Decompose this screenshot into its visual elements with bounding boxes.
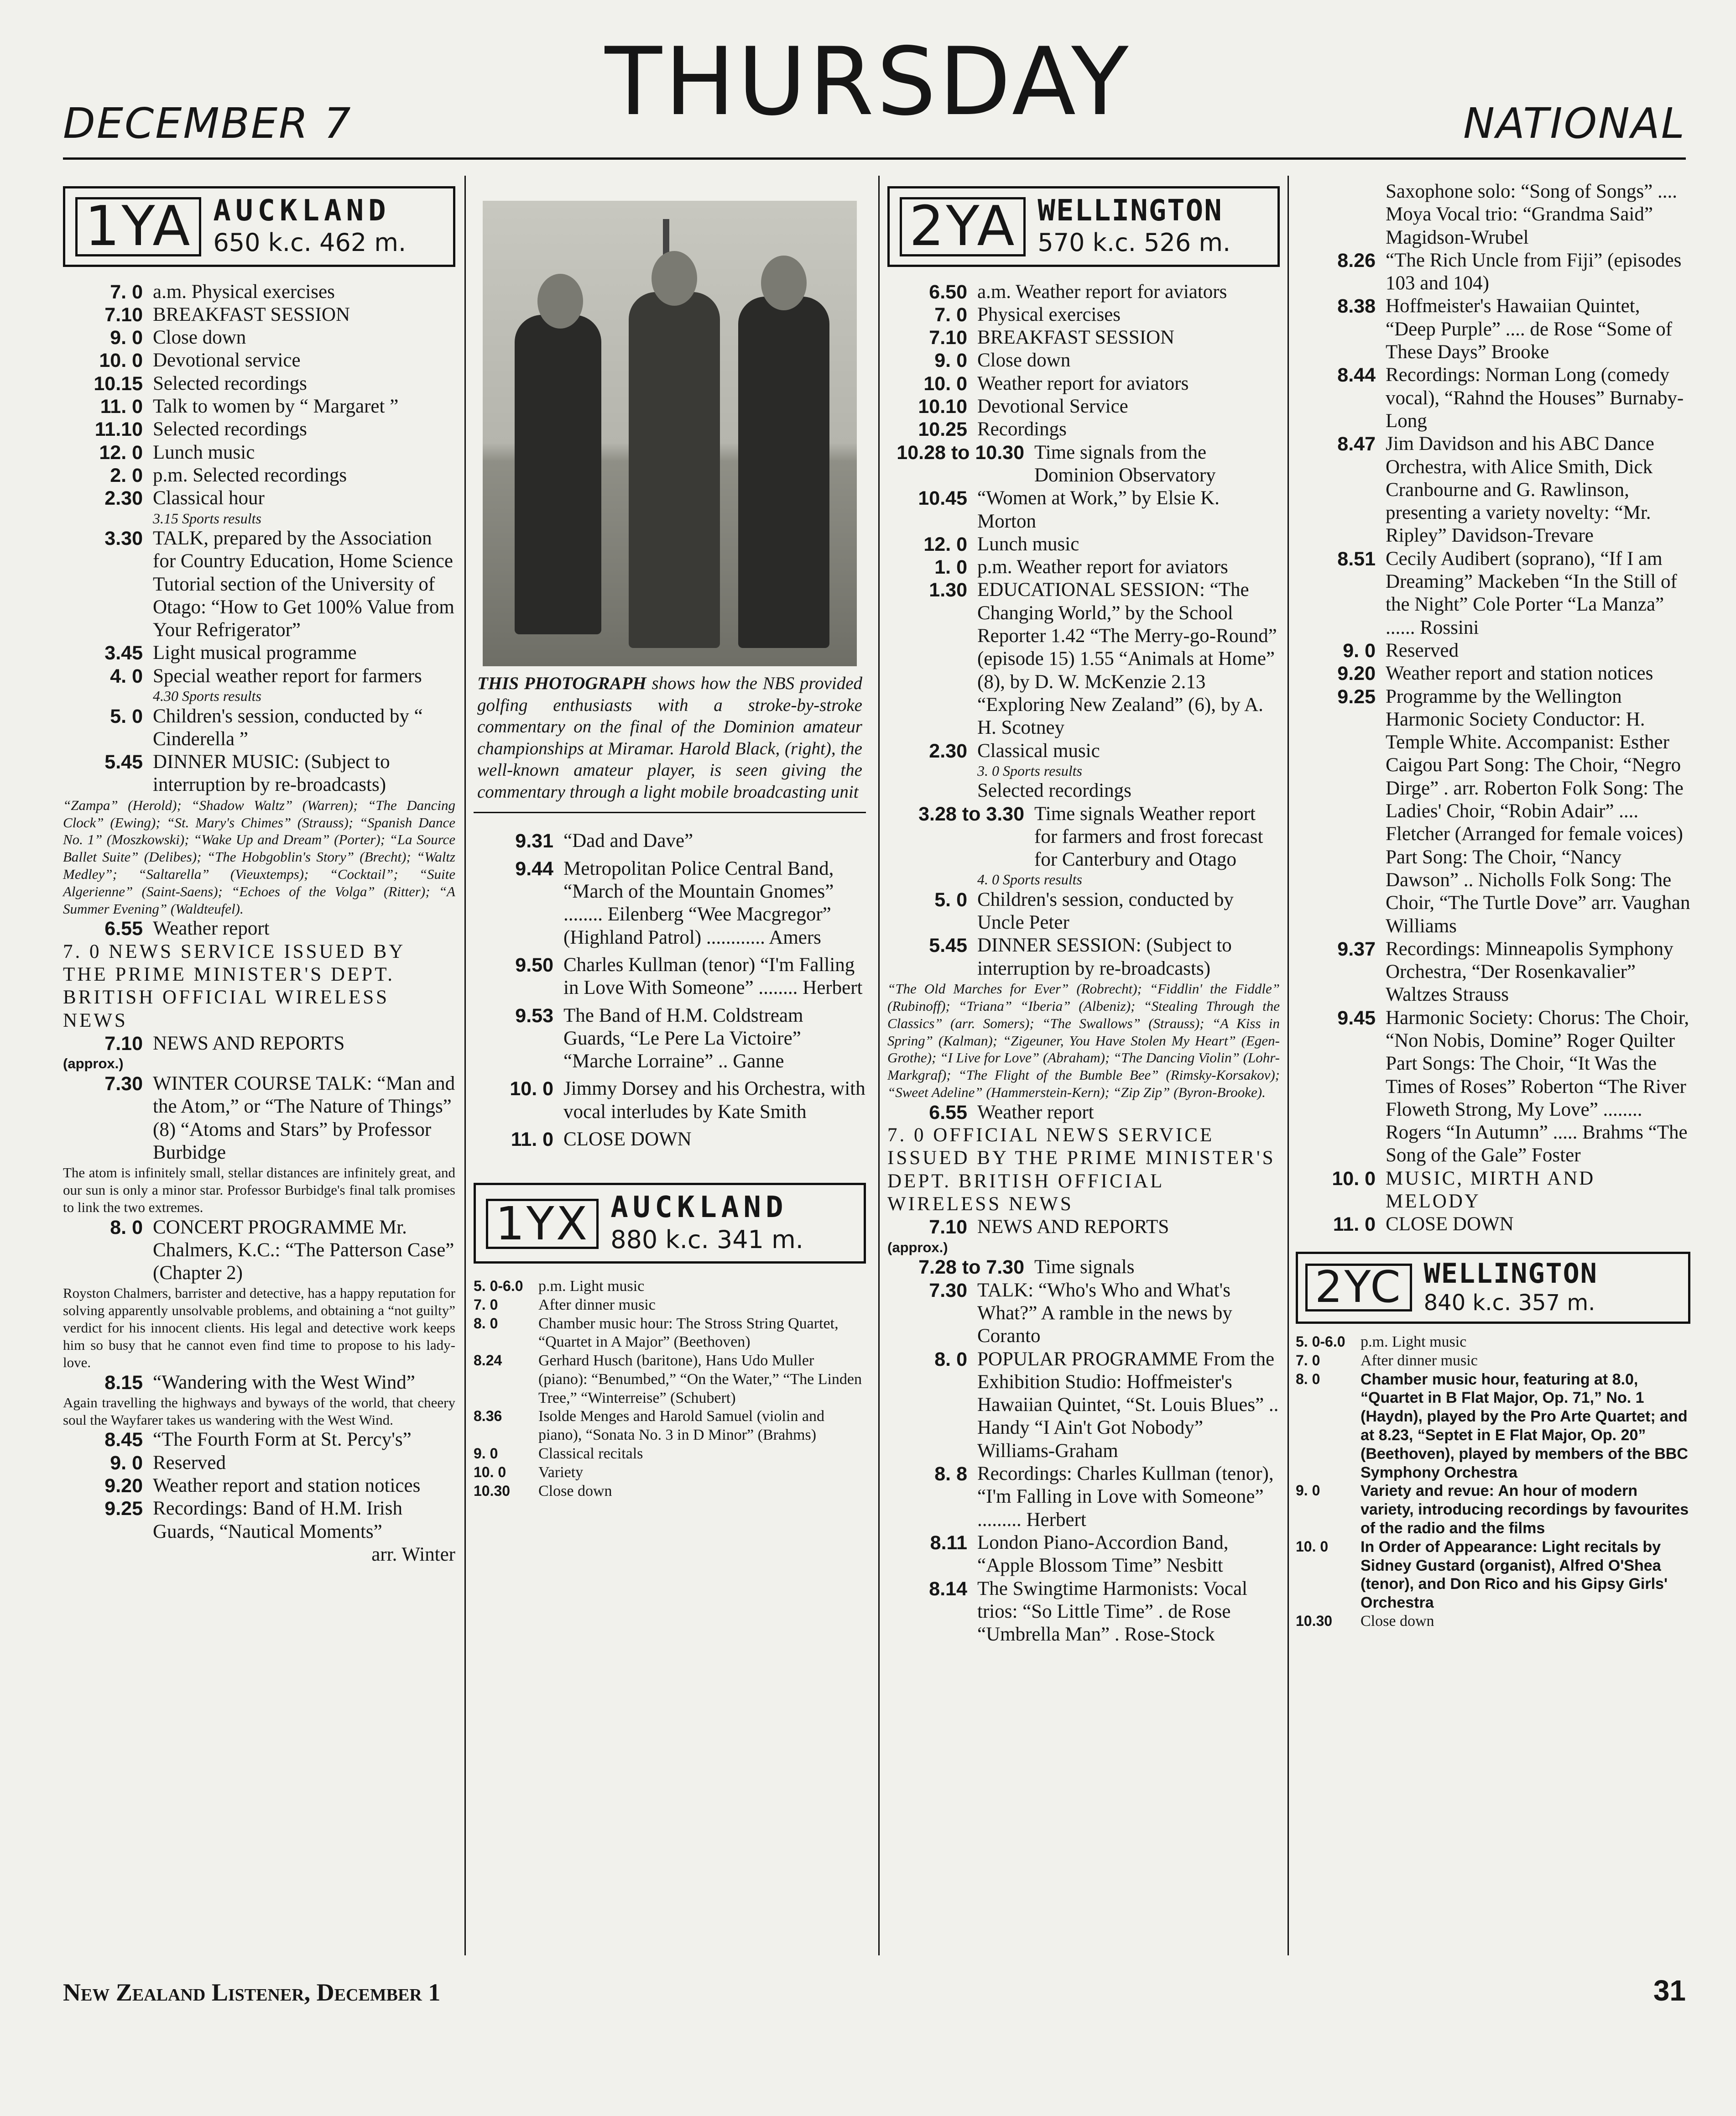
item-text: Recordings bbox=[977, 418, 1067, 440]
list-item bbox=[1296, 1370, 1690, 1482]
photo-caption bbox=[474, 666, 866, 803]
list-item bbox=[63, 487, 455, 510]
item-text: p.m. Light music bbox=[1361, 1333, 1467, 1351]
item-text: CONCERT PROGRAMME Mr. Chalmers, K.C.: “The Patterson Case” (Chapter 2) bbox=[153, 1216, 454, 1284]
item-time: 7. 0 bbox=[934, 303, 967, 326]
list-item bbox=[887, 1348, 1280, 1463]
list-item bbox=[63, 303, 455, 326]
item-text: DINNER SESSION: (Subject to interruption by re-broadcasts) bbox=[977, 935, 1232, 979]
list-item bbox=[887, 556, 1280, 579]
item-text: Physical exercises bbox=[977, 303, 1121, 325]
item-time: 8.45 bbox=[104, 1429, 143, 1451]
header-rule bbox=[63, 157, 1686, 160]
item-text: Variety and revue: An hour of modern variety, introducing recordings by favourites of the radio and the films bbox=[1361, 1482, 1689, 1537]
item-time: 5. 0 bbox=[110, 705, 143, 727]
item-time: 8. 0 bbox=[934, 1348, 967, 1370]
list-item bbox=[63, 395, 455, 418]
item-time: 6.50 bbox=[929, 281, 967, 303]
list-item bbox=[63, 1452, 455, 1474]
item-text: Weather report bbox=[977, 1101, 1094, 1123]
item-text: The Swingtime Harmonists: Vocal trios: “So Little Time” . de Rose “Umbrella Man” . Rose-Stock bbox=[977, 1578, 1248, 1646]
item-text: Weather report and station notices bbox=[1386, 663, 1653, 684]
arranger: arr. Winter bbox=[371, 1543, 455, 1565]
item-time: 9. 0 bbox=[110, 1452, 143, 1474]
item-text: p.m. Weather report for aviators bbox=[977, 556, 1228, 578]
item-text: London Piano-Accordion Band, “Apple Blossom Time” Nesbitt bbox=[977, 1531, 1229, 1577]
list-item bbox=[887, 1463, 1280, 1531]
list-item bbox=[63, 1216, 455, 1285]
list-item bbox=[63, 1032, 455, 1055]
list-item bbox=[63, 349, 455, 372]
item-text: CLOSE DOWN bbox=[1386, 1213, 1514, 1235]
item-text: Weather report for aviators bbox=[977, 372, 1189, 394]
list-item bbox=[887, 1578, 1280, 1646]
item-text: NEWS AND REPORTS bbox=[977, 1216, 1169, 1238]
list-item bbox=[887, 579, 1280, 739]
item-time: 10.25 bbox=[918, 418, 967, 441]
golf-photograph bbox=[483, 201, 857, 666]
list-item bbox=[887, 934, 1280, 980]
item-time: 3.28 to 3.30 bbox=[918, 803, 1024, 825]
station-call-sign: 2YA bbox=[900, 197, 1026, 256]
programme-note: The atom is infinitely small, stellar distances are infinitely great, and our sun is only a minor star. Professor Burbidge's final talk promises to link the two extremes. bbox=[63, 1165, 455, 1215]
station-header-2yc bbox=[1296, 1252, 1690, 1324]
item-time: 9. 0 bbox=[474, 1445, 498, 1462]
item-text: p.m. Selected recordings bbox=[153, 464, 347, 486]
dinner-music-list: “The Old Marches for Ever” (Robrecht); “Fiddlin' the Fiddle” (Rubinoff); “Triana” “Iberia” (Albeniz); “Stealing Through the Classics” (arr. Somers); “The Swallows” (Strauss); “A Kiss in Spring” (Kalman); “Zigeuner, You Have Stolen My Heart” (Egen-Grothe); “I Live for Love” (Abraham); “The Dancing Violin” (Lohr-Markgraf); “The Flight of the Bumble Bee” (Rimsky-Korsakov); “Sweet Adeline” (Hammerstein-Kern); “Zip Zip” (Byron-Brooke). bbox=[887, 981, 1280, 1100]
item-time: 10. 0 bbox=[510, 1078, 553, 1100]
item-time: 1. 0 bbox=[934, 556, 967, 579]
list-item bbox=[1296, 662, 1690, 685]
list-item bbox=[63, 1072, 455, 1164]
item-time: 8. 0 bbox=[1296, 1370, 1320, 1387]
station-frequency: 570 k.c. 526 m. bbox=[1037, 228, 1231, 257]
item-text: Talk to women by “ Margaret ” bbox=[153, 396, 399, 418]
item-time: 9.20 bbox=[1337, 663, 1376, 685]
approx-note: (approx.) bbox=[63, 1055, 124, 1072]
item-text: Recordings: Charles Kullman (tenor), “I'm Falling in Love with Someone” ......... Herbert bbox=[977, 1463, 1274, 1531]
item-time: 9.50 bbox=[515, 954, 553, 976]
item-time: 9. 0 bbox=[1343, 639, 1376, 662]
item-time: 8.51 bbox=[1337, 548, 1376, 570]
list-item bbox=[1296, 180, 1690, 249]
item-text: Weather report and station notices bbox=[153, 1475, 421, 1497]
list-item bbox=[887, 779, 1280, 802]
list-item bbox=[474, 1482, 866, 1501]
item-time: 1.30 bbox=[929, 579, 967, 601]
item-time: 10. 0 bbox=[474, 1463, 506, 1480]
programme-note: Again travelling the highways and byways of the world, that cheery soul the Wayfarer takes us wandering with the West Wind. bbox=[63, 1394, 455, 1428]
item-text: Chamber music hour: The Stross String Quartet, “Quartet in A Major” (Beethoven) bbox=[538, 1315, 839, 1351]
station-frequency: 840 k.c. 357 m. bbox=[1423, 1290, 1595, 1316]
item-text: Isolde Menges and Harold Samuel (violin and piano), “Sonata No. 3 in D Minor” (Brahms) bbox=[538, 1408, 824, 1444]
list-item bbox=[63, 326, 455, 349]
list-item bbox=[63, 1497, 455, 1543]
item-time: 7.10 bbox=[929, 1216, 967, 1238]
item-text: BREAKFAST SESSION bbox=[153, 303, 350, 325]
sports-results: 4.30 Sports results bbox=[153, 688, 261, 705]
schedule-1yx bbox=[474, 1277, 866, 1501]
item-text: Time signals Weather report for farmers and frost forecast for Canterbury and Otago bbox=[1034, 803, 1263, 871]
list-item bbox=[63, 917, 455, 940]
item-text: Recordings: Minneapolis Symphony Orchestra, “Der Rosenkavalier” Waltzes Strauss bbox=[1386, 938, 1673, 1006]
item-time: 7. 0 bbox=[110, 281, 143, 303]
item-time: 8.24 bbox=[474, 1352, 502, 1369]
list-item bbox=[63, 464, 455, 487]
item-time: 9.44 bbox=[515, 857, 553, 880]
item-text: Recordings: Norman Long (comedy vocal), “Rahnd the Houses” Burnaby-Long bbox=[1386, 364, 1684, 432]
item-text: “Wandering with the West Wind” bbox=[153, 1371, 415, 1393]
item-text: Close down bbox=[977, 350, 1071, 371]
list-item bbox=[1296, 639, 1690, 662]
item-time: 8. 0 bbox=[110, 1216, 143, 1238]
item-text: POPULAR PROGRAMME From the Exhibition Studio: Hoffmeister's Hawaiian Quintet, “St. Louis Blues” .. Handy “I Ain't Got Nobody” Williams-Graham bbox=[977, 1348, 1279, 1462]
list-item bbox=[63, 705, 455, 751]
item-text: Jimmy Dorsey and his Orchestra, with vocal interludes by Kate Smith bbox=[563, 1078, 865, 1123]
item-time: 7.30 bbox=[104, 1072, 143, 1095]
item-text: Cecily Audibert (soprano), “If I am Dreaming” Mackeben “In the Still of the Night” Cole Porter “La Manza” ...... Rossini bbox=[1386, 548, 1677, 638]
list-item bbox=[887, 803, 1280, 872]
item-time: 5. 0-6.0 bbox=[1296, 1333, 1345, 1350]
news-service: 7. 0 NEWS SERVICE ISSUED BY THE PRIME MINISTER'S DEPT. BRITISH OFFICIAL WIRELESS NEWS bbox=[63, 940, 405, 1031]
item-time: 10.28 to 10.30 bbox=[897, 441, 1024, 464]
item-time: 8.26 bbox=[1337, 249, 1376, 272]
item-text: Jim Davidson and his ABC Dance Orchestra, with Alice Smith, Dick Cranbourne and G. Rawlinson, presenting a variety novelty: “Mr. Ripley” Davidson-Trevare bbox=[1386, 433, 1654, 547]
item-text: Close down bbox=[1361, 1613, 1434, 1630]
item-time: 11. 0 bbox=[1333, 1213, 1376, 1236]
item-text: Devotional service bbox=[153, 350, 301, 371]
item-time: 4. 0 bbox=[110, 665, 143, 687]
item-time: 8. 8 bbox=[934, 1463, 967, 1485]
list-item bbox=[63, 751, 455, 797]
list-item bbox=[887, 281, 1280, 303]
footer-publication: New Zealand Listener, December 1 bbox=[63, 1979, 441, 2006]
station-city: AUCKLAND bbox=[213, 194, 391, 228]
caption-lead: THIS PHOTOGRAPH bbox=[477, 674, 646, 693]
item-time: 10.30 bbox=[1296, 1613, 1333, 1629]
column-divider bbox=[878, 176, 880, 1955]
item-text: Children's session, conducted by Uncle Peter bbox=[977, 888, 1234, 934]
column-2ya bbox=[887, 169, 1280, 1646]
item-text: WINTER COURSE TALK: “Man and the Atom,” or “The Nature of Things” (8) “Atoms and Stars” by Professor Burbidge bbox=[153, 1072, 455, 1163]
item-time: 8.38 bbox=[1337, 295, 1376, 318]
item-time: 2.30 bbox=[929, 740, 967, 762]
item-time: 3.30 bbox=[104, 527, 143, 549]
item-time: 10. 0 bbox=[1332, 1167, 1376, 1190]
item-text: Weather report bbox=[153, 918, 270, 940]
dinner-music-list: “Zampa” (Herold); “Shadow Waltz” (Warren); “The Dancing Clock” (Ewing); “St. Mary's Chimes” (Strauss); “Spanish Dance No. 1” (Moszkowski); “Wake Up and Dream” (Porter); “La Source Ballet Suite” (Delibes); “The Hobgoblin's Story” (Brecht); “Waltz Medley”; “Saltarella” (Vieuxtemps); “Cocktail”; “Suite Algerienne” (Saint-Saens); “Echoes of the Volga” (Ritter); “A Summer Evening” (Waldteufel). bbox=[63, 797, 455, 917]
sports-results: 3.15 Sports results bbox=[153, 510, 261, 527]
item-text: Devotional Service bbox=[977, 396, 1128, 418]
list-item bbox=[887, 349, 1280, 372]
item-text: “Dad and Dave” bbox=[563, 830, 693, 852]
list-item bbox=[474, 1004, 866, 1073]
divider bbox=[474, 812, 866, 813]
list-item bbox=[1296, 1333, 1690, 1352]
item-time: 8.44 bbox=[1337, 364, 1376, 387]
list-item bbox=[887, 418, 1280, 441]
item-time: 9. 0 bbox=[934, 350, 967, 372]
list-item bbox=[63, 1474, 455, 1497]
list-item bbox=[474, 1315, 866, 1352]
item-time: 12. 0 bbox=[923, 533, 967, 555]
item-text: After dinner music bbox=[1361, 1352, 1478, 1369]
item-text: Close down bbox=[538, 1482, 612, 1499]
list-item bbox=[887, 533, 1280, 556]
list-item bbox=[63, 1371, 455, 1394]
item-text: Lunch music bbox=[977, 533, 1079, 555]
item-text: Classical recitals bbox=[538, 1445, 643, 1463]
item-text: Variety bbox=[538, 1463, 584, 1481]
item-time: 7. 0 bbox=[474, 1296, 498, 1313]
item-text: Hoffmeister's Hawaiian Quintet, “Deep Purple” .... de Rose “Some of These Days” Brooke bbox=[1386, 295, 1673, 363]
item-text: Lunch music bbox=[153, 441, 255, 463]
list-item bbox=[887, 487, 1280, 533]
item-time: 10.45 bbox=[918, 487, 967, 510]
list-item bbox=[887, 1531, 1280, 1578]
list-item bbox=[1296, 1213, 1690, 1236]
list-item bbox=[1296, 295, 1690, 364]
list-item bbox=[474, 830, 866, 852]
item-text: Time signals from the Dominion Observatory bbox=[1034, 441, 1216, 486]
list-item bbox=[63, 418, 455, 441]
item-text: Classical hour bbox=[153, 487, 265, 509]
list-item bbox=[474, 954, 866, 1000]
caption-text: shows how the NBS provided golfing enthusiasts with a stroke-by-stroke commentary on the final of the Dominion amateur championships at Miramar. Harold Black, (right), the well-known amateur player, is seen giving the commentary through a light mobile broadcasting unit bbox=[477, 674, 863, 802]
item-text: TALK, prepared by the Association for Country Education, Home Science Tutorial section of the University of Otago: “How to Get 100% Value from Your Refrigerator” bbox=[153, 527, 454, 641]
item-text: Recordings: Band of H.M. Irish Guards, “Nautical Moments” bbox=[153, 1498, 402, 1542]
list-item bbox=[887, 740, 1280, 763]
station-header-2ya bbox=[887, 186, 1280, 267]
item-text: BREAKFAST SESSION bbox=[977, 327, 1175, 349]
station-city: WELLINGTON bbox=[1423, 1257, 1598, 1290]
item-text: Charles Kullman (tenor) “I'm Falling in Love With Someone” ........ Herbert bbox=[563, 954, 863, 999]
item-time: 9. 0 bbox=[110, 327, 143, 349]
column-divider bbox=[464, 176, 466, 1955]
list-item bbox=[474, 1077, 866, 1123]
item-text: Gerhard Husch (baritone), Hans Udo Muller (piano): “Benumbed,” “On the Water,” “The Linden Tree,” “Winterreise” (Schubert) bbox=[538, 1352, 862, 1406]
item-text: p.m. Light music bbox=[538, 1277, 645, 1295]
item-text: Selected recordings bbox=[977, 780, 1131, 802]
item-time: 5.45 bbox=[929, 935, 967, 957]
list-item bbox=[1296, 433, 1690, 547]
news-service: 7. 0 OFFICIAL NEWS SERVICE ISSUED BY THE PRIME MINISTER'S DEPT. BRITISH OFFICIAL WIRELESS NEWS bbox=[887, 1124, 1276, 1215]
station-header-1ya bbox=[63, 186, 455, 267]
list-item bbox=[63, 281, 455, 303]
item-text: Selected recordings bbox=[153, 418, 307, 440]
list-item bbox=[63, 527, 455, 642]
item-time: 8.14 bbox=[929, 1578, 967, 1600]
list-item bbox=[474, 1463, 866, 1482]
station-call-sign: 1YA bbox=[75, 197, 201, 256]
item-time: 11. 0 bbox=[511, 1129, 553, 1151]
item-time: 5. 0-6.0 bbox=[474, 1277, 523, 1294]
page-title: THURSDAY bbox=[605, 28, 1131, 136]
item-text: NEWS AND REPORTS bbox=[153, 1032, 345, 1054]
item-time: 7.10 bbox=[104, 303, 143, 326]
item-time: 11.10 bbox=[94, 418, 143, 441]
sports-results: 4. 0 Sports results bbox=[977, 871, 1082, 888]
item-time: 7.10 bbox=[104, 1032, 143, 1055]
item-time: 9. 0 bbox=[1296, 1482, 1320, 1499]
list-item bbox=[1296, 1538, 1690, 1612]
item-time: 7.28 to 7.30 bbox=[918, 1256, 1024, 1279]
item-time: 9.25 bbox=[1337, 685, 1376, 708]
list-item bbox=[887, 326, 1280, 349]
item-text: After dinner music bbox=[538, 1296, 656, 1313]
list-item bbox=[63, 441, 455, 464]
item-time: 10. 0 bbox=[1296, 1538, 1329, 1555]
list-item bbox=[1296, 938, 1690, 1007]
item-time: 6.55 bbox=[929, 1101, 967, 1123]
header-network: NATIONAL bbox=[1463, 99, 1686, 148]
item-time: 8.36 bbox=[474, 1408, 502, 1425]
list-item bbox=[887, 303, 1280, 326]
list-item bbox=[887, 1101, 1280, 1124]
item-text: The Band of H.M. Coldstream Guards, “Le Pere La Victoire” “Marche Lorraine” .. Ganne bbox=[563, 1004, 803, 1072]
item-text: Reserved bbox=[153, 1452, 226, 1473]
item-time: 8.15 bbox=[104, 1371, 143, 1394]
schedule-2yc bbox=[1296, 1333, 1690, 1631]
column-2ya-continued bbox=[1296, 180, 1690, 1631]
item-text: CLOSE DOWN bbox=[563, 1129, 692, 1150]
sub-note bbox=[63, 688, 455, 705]
sub-note bbox=[887, 871, 1280, 888]
list-item bbox=[887, 1216, 1280, 1238]
header-date: DECEMBER 7 bbox=[63, 99, 352, 148]
item-text: TALK: “Who's Who and What's What?” A ramble in the news by Coranto bbox=[977, 1279, 1232, 1347]
item-time: 9.53 bbox=[515, 1004, 553, 1027]
item-text: In Order of Appearance: Light recitals by Sidney Gustard (organist), Alfred O'Shea (tenor), and Don Rico and his Gipsy Girls' Orchestra bbox=[1361, 1538, 1668, 1612]
station-call-sign: 2YC bbox=[1305, 1264, 1412, 1311]
item-time: 7. 0 bbox=[1296, 1352, 1320, 1369]
item-time: 12. 0 bbox=[99, 441, 143, 464]
list-item bbox=[1296, 1007, 1690, 1167]
list-item bbox=[63, 1428, 455, 1451]
list-item bbox=[474, 1352, 866, 1407]
list-item bbox=[1296, 364, 1690, 433]
list-item bbox=[1296, 249, 1690, 295]
item-time: 5. 0 bbox=[934, 888, 967, 911]
item-time: 7.30 bbox=[929, 1279, 967, 1301]
item-text: Chamber music hour, featuring at 8.0, “Quartet in B Flat Major, Op. 71,” No. 1 (Haydn), played by the Pro Arte Quartet; and at 8.23, “Septet in E Flat Major, Op. 20” (Beethoven), played by members of the BBC Symphony Orchestra bbox=[1361, 1370, 1688, 1481]
item-text: “The Rich Uncle from Fiji” (episodes 103 and 104) bbox=[1386, 249, 1682, 294]
programme-note: Royston Chalmers, barrister and detective, has a happy reputation for solving apparently unsolvable problems, and obtaining a “not guilty” verdict for his innocent clients. His legal and detective work keeps him so busy that he cannot even find time to propose to his lady-love. bbox=[63, 1285, 455, 1370]
list-item bbox=[474, 1445, 866, 1463]
column-divider bbox=[1288, 176, 1289, 1955]
list-item bbox=[474, 1128, 866, 1151]
item-time: 9.31 bbox=[515, 830, 553, 852]
list-item bbox=[63, 642, 455, 664]
item-time: 9.37 bbox=[1337, 938, 1376, 960]
item-text: Selected recordings bbox=[153, 372, 307, 394]
column-1ya bbox=[63, 169, 455, 1566]
item-time: 9.20 bbox=[104, 1475, 143, 1497]
list-item bbox=[1296, 548, 1690, 639]
item-text: Saxophone solo: “Song of Songs” .... Moya Vocal trio: “Grandma Said” Magidson-Wrubel bbox=[1386, 181, 1678, 248]
item-time: 3.45 bbox=[104, 642, 143, 664]
page-number: 31 bbox=[1653, 1974, 1686, 2007]
item-time: 9.45 bbox=[1337, 1007, 1376, 1029]
list-item bbox=[1296, 1167, 1690, 1213]
item-time: 2. 0 bbox=[110, 464, 143, 486]
item-text: a.m. Weather report for aviators bbox=[977, 281, 1227, 303]
station-frequency: 880 k.c. 341 m. bbox=[610, 1225, 803, 1254]
item-text: Close down bbox=[153, 327, 246, 349]
item-text: Classical music bbox=[977, 740, 1100, 762]
list-item bbox=[63, 372, 455, 395]
list-item bbox=[887, 395, 1280, 418]
item-time: 8. 0 bbox=[474, 1315, 498, 1332]
item-time: 2.30 bbox=[104, 487, 143, 510]
item-text: Reserved bbox=[1386, 639, 1459, 661]
list-item bbox=[474, 1407, 866, 1445]
sports-results: 3. 0 Sports results bbox=[977, 762, 1082, 779]
station-call-sign: 1YX bbox=[486, 1199, 599, 1249]
item-text: MUSIC, MIRTH AND MELODY bbox=[1386, 1167, 1595, 1212]
item-text: Children's session, conducted by “ Cinderella ” bbox=[153, 705, 423, 750]
item-time: 11. 0 bbox=[100, 396, 143, 418]
item-text: Programme by the Wellington Harmonic Society Conductor: H. Temple White. Accompanist: Esther Caigou Part Song: The Choir, “Negro Dirge” . arr. Roberton Folk Song: The Ladies' Choir, “Robin Adair” .... Fletcher (Arranged for female voices) Part Song: The Choir, “Nancy Dawson” .. Nicholls Folk Song: The Choir, “The Turtle Dove” arr. Vaughan Williams bbox=[1386, 685, 1690, 937]
item-time: 10. 0 bbox=[923, 372, 967, 395]
list-item bbox=[1296, 1352, 1690, 1370]
item-text: DINNER MUSIC: (Subject to interruption by re-broadcasts) bbox=[153, 751, 390, 796]
sub-note bbox=[887, 763, 1280, 779]
list-item bbox=[474, 1296, 866, 1315]
list-item bbox=[474, 1277, 866, 1296]
list-item bbox=[887, 441, 1280, 487]
item-time: 9.25 bbox=[104, 1498, 143, 1520]
list-item bbox=[63, 665, 455, 688]
item-text: EDUCATIONAL SESSION: “The Changing World,” by the School Reporter 1.42 “The Merry-go-Round” (episode 15) 1.55 “Animals at Home” (8), by D. W. McKenzie 2.13 “Exploring New Zealand” (6), by A. H. Scotney bbox=[977, 579, 1277, 739]
item-time: 10.10 bbox=[918, 396, 967, 418]
list-item bbox=[474, 857, 866, 949]
item-text: Time signals bbox=[1034, 1256, 1135, 1278]
item-text: Metropolitan Police Central Band, “March of the Mountain Gnomes” ........ Eilenberg “Wee Macgregor” (Highland Patrol) ............ Amers bbox=[563, 857, 834, 948]
station-city: AUCKLAND bbox=[610, 1191, 788, 1225]
station-city: WELLINGTON bbox=[1037, 194, 1223, 228]
station-header-1yx bbox=[474, 1183, 866, 1264]
list-item bbox=[887, 372, 1280, 395]
list-item bbox=[887, 1279, 1280, 1348]
sub-note bbox=[63, 510, 455, 527]
item-time: 7.10 bbox=[929, 327, 967, 349]
item-text: Special weather report for farmers bbox=[153, 665, 422, 687]
item-time: 8.11 bbox=[930, 1531, 967, 1554]
item-text: “Women at Work,” by Elsie K. Morton bbox=[977, 487, 1220, 532]
column-photo bbox=[474, 201, 866, 1500]
item-time: 10.30 bbox=[474, 1482, 511, 1499]
station-frequency: 650 k.c. 462 m. bbox=[213, 228, 407, 257]
item-text: Harmonic Society: Chorus: The Choir, “Non Nobis, Domine” Roger Quilter Part Songs: The Choir, “It Was the Times of Roses” Roberton “The River Floweth Strong, My Love” ........ Rogers “In Autumn” ..... Brahms “The Song of the Gale” Foster bbox=[1386, 1007, 1689, 1166]
list-item bbox=[887, 1256, 1280, 1279]
list-item bbox=[887, 888, 1280, 935]
item-text: a.m. Physical exercises bbox=[153, 281, 335, 303]
list-item bbox=[1296, 685, 1690, 938]
item-time: 10. 0 bbox=[99, 350, 143, 372]
item-text: “The Fourth Form at St. Percy's” bbox=[153, 1429, 412, 1451]
item-time: 6.55 bbox=[104, 918, 143, 940]
list-item bbox=[1296, 1612, 1690, 1631]
item-time: 5.45 bbox=[104, 751, 143, 773]
item-time: 10.15 bbox=[94, 372, 143, 395]
approx-note: (approx.) bbox=[887, 1239, 948, 1255]
item-time: 8.47 bbox=[1337, 433, 1376, 455]
item-text: Light musical programme bbox=[153, 642, 357, 664]
list-item bbox=[1296, 1482, 1690, 1537]
